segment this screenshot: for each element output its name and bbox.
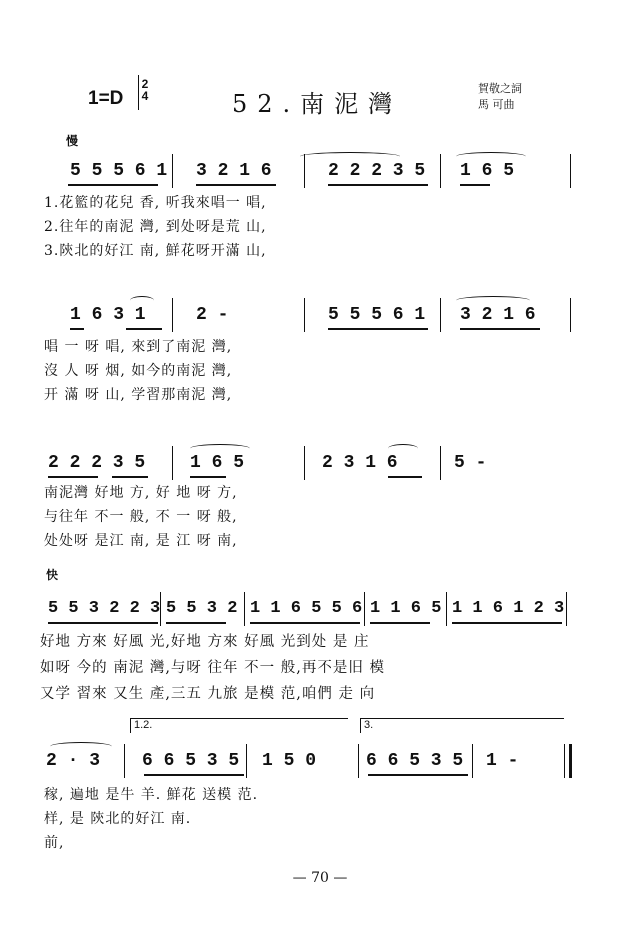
volta-first-ending: 1.2. [130,718,348,733]
measure: 1 5 0 [262,751,317,771]
lyric-line: 南泥灣 好地 方, 好 地 呀 方, [44,485,238,501]
measure: 2 3 1 6 [322,453,398,473]
composer-credit: 馬 可曲 [478,98,515,111]
measure: 2 2 2 3 5 [48,453,146,473]
measure: 5 5 3 2 [166,599,238,618]
measure: 1 6 3 1 [70,305,146,325]
volta-second-ending: 3. [360,718,564,733]
tempo-mark-fast: 快 [46,568,59,582]
measure: 5 5 3 2 2 3 [48,599,161,618]
measure: 1 1 6 5 [370,599,442,618]
page-number: — 70 — [292,870,348,886]
measure: 1 6 5 [460,161,515,181]
lyric-line: 好地 方來 好風 光,好地 方來 好風 光到处 是 庄 [40,634,370,650]
measure: 3 2 1 6 [460,305,536,325]
lyric-line: 样, 是 陝北的好江 南. [44,811,192,827]
measure: 2 · 3 [46,751,101,771]
measure: 6 6 5 3 5 [142,751,240,771]
lyric-line: 1.花籃的花兒 香, 听我來唱一 唱, [44,195,267,211]
lyric-line: 前, [44,835,65,851]
song-title: 52.南泥灣 [232,90,403,118]
lyric-line: 如呀 今的 南泥 灣,与呀 往年 不一 般,再不是旧 模 [40,660,385,676]
lyric-line: 又学 習來 又生 產,三五 九旅 是模 范,咱們 走 向 [40,686,376,702]
tempo-mark-slow: 慢 [66,134,79,148]
meter-bottom: 4 [141,89,149,103]
measure: 5 5 5 6 1 [70,161,168,181]
lyric-line: 稼, 遍地 是牛 羊. 鮮花 送模 范. [44,787,259,803]
measure: 1 - [486,751,519,771]
measure: 1 6 5 [190,453,245,473]
lyric-line: 处处呀 是江 南, 是 江 呀 南, [44,533,238,549]
measure: 1 1 6 5 5 6 [250,599,363,618]
measure: 1 1 6 1 2 3 [452,599,565,618]
measure: 3 2 1 6 [196,161,272,181]
measure: 6 6 5 3 5 [366,751,464,771]
notation-system-5 [40,748,580,780]
lyric-line: 开 滿 呀 山, 学習那南泥 灣, [44,387,233,403]
measure: 2 - [196,305,229,325]
lyric-line: 2.往年的南泥 灣, 到处呀是荒 山, [44,219,267,235]
lyric-line: 唱 一 呀 唱, 來到了南泥 灣, [44,339,233,355]
key-signature: 1=D [88,88,124,109]
measure: 5 5 5 6 1 [328,305,426,325]
lyric-line: 3.陝北的好江 南, 鮮花呀开滿 山, [44,243,267,259]
lyric-line: 与往年 不一 般, 不 一 呀 般, [44,509,238,525]
measure: 2 2 2 3 5 [328,161,426,181]
meter-top: 2 [141,77,149,91]
lyric-line: 沒 人 呀 烟, 如今的南泥 灣, [44,363,233,379]
lyricist-credit: 賀敬之詞 [478,82,522,95]
time-signature [138,78,152,102]
measure: 5 - [454,453,487,473]
